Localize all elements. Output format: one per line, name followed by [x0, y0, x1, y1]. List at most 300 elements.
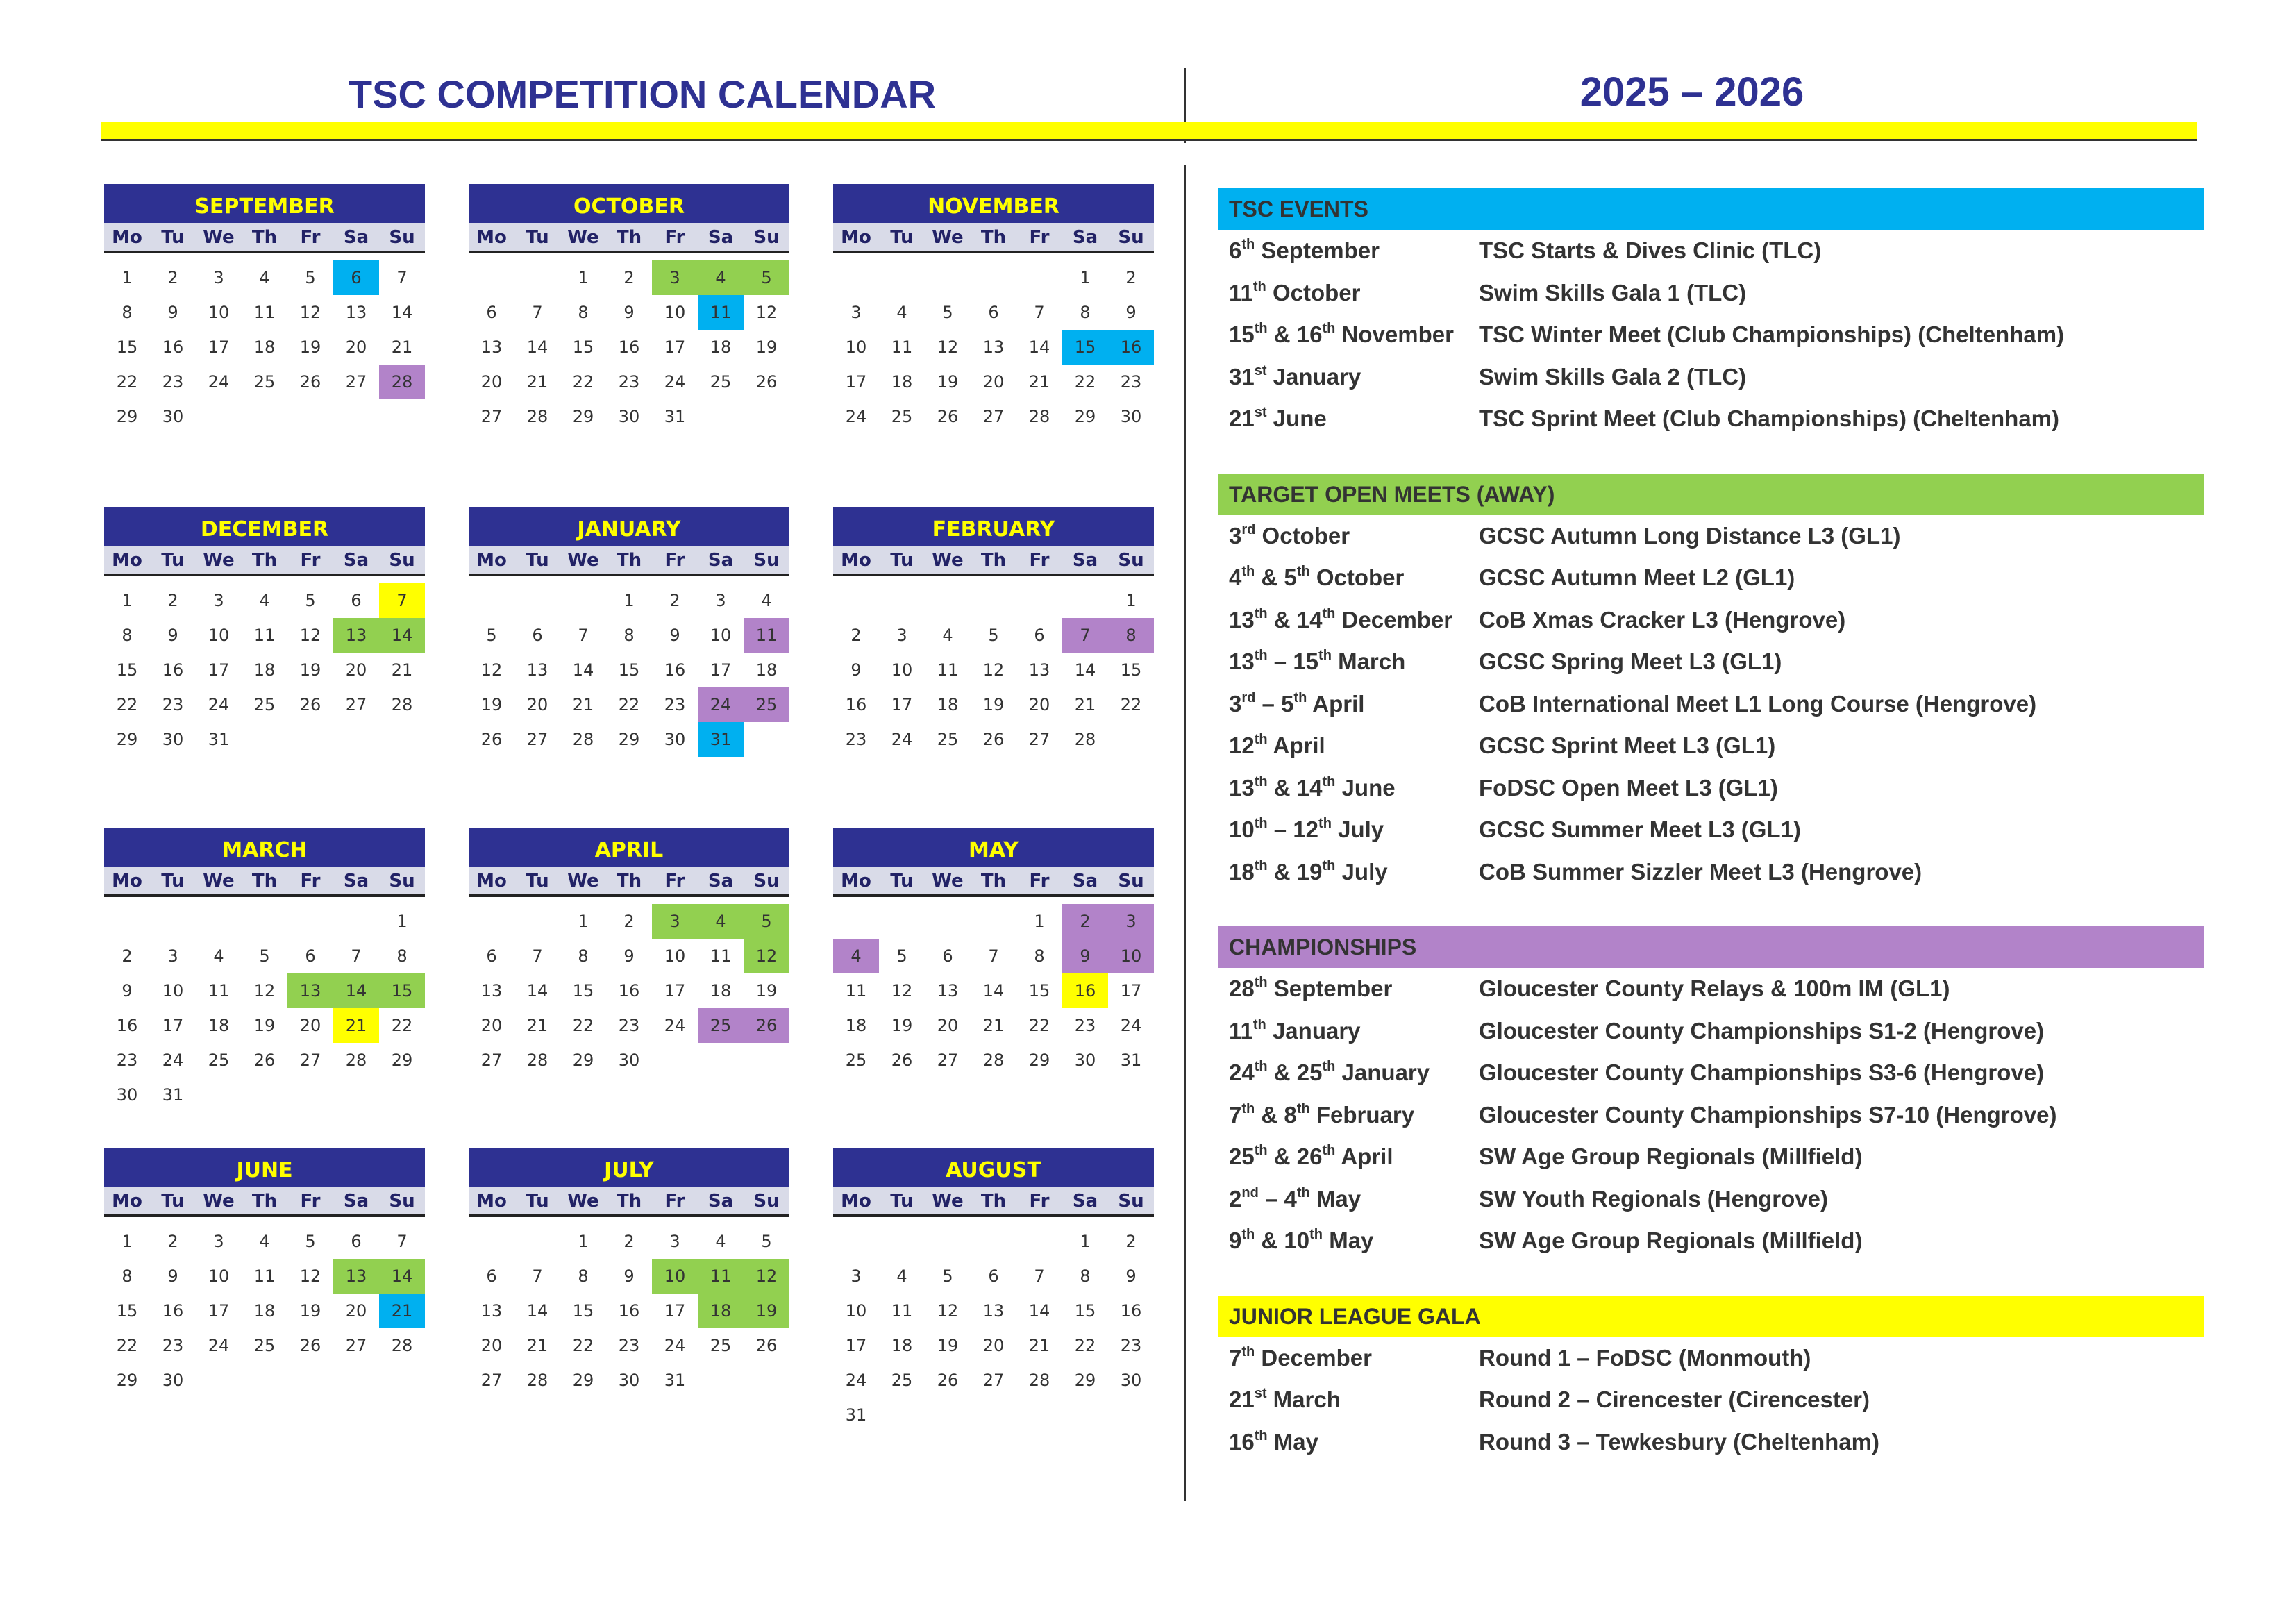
- week-row: [833, 1259, 1154, 1294]
- day-cell: 24: [208, 1336, 230, 1355]
- date-ordinal: th: [1254, 975, 1268, 991]
- event-date: [1218, 1186, 1479, 1212]
- day-cell: 16: [1108, 330, 1154, 365]
- day-cell: 7: [396, 1232, 408, 1251]
- day-cell: 16: [618, 981, 640, 1001]
- weekday-label: Su: [1118, 1191, 1144, 1212]
- weekday-label: Tu: [890, 1191, 914, 1212]
- empty-day-cell: [1108, 1398, 1154, 1432]
- date-text: January: [1266, 1017, 1361, 1044]
- event-name: Gloucester County Championships S3-6 (Hengrove): [1479, 1060, 2045, 1086]
- day-cell: 7: [396, 268, 408, 287]
- empty-day-cell: [333, 904, 379, 939]
- week-row: [469, 1008, 789, 1043]
- day-cell: 13: [937, 981, 959, 1001]
- date-text: January: [1266, 363, 1361, 390]
- day-cell: 19: [299, 1301, 321, 1321]
- week-row: [469, 295, 789, 330]
- empty-day-cell: [287, 1078, 333, 1112]
- week-row: [833, 1398, 1154, 1432]
- day-cell: 19: [755, 337, 778, 357]
- day-cell: 29: [572, 1050, 594, 1070]
- weekday-label: Fr: [300, 550, 321, 571]
- day-cell: 25: [253, 1336, 276, 1355]
- day-cell: 9: [1125, 1266, 1137, 1286]
- date-number: 11: [1229, 1017, 1253, 1044]
- week-row: [469, 1328, 789, 1363]
- event-row: [1218, 683, 2204, 726]
- event-date: [1218, 1345, 1479, 1371]
- day-cell: 5: [942, 303, 953, 322]
- day-cell: 4: [833, 939, 879, 973]
- day-cell: 4: [896, 303, 907, 322]
- day-cell: 6: [1034, 626, 1045, 645]
- date-text: February: [1309, 1101, 1415, 1128]
- day-cell: 3: [850, 1266, 862, 1286]
- weekday-header: [469, 223, 789, 253]
- month-september: [104, 184, 425, 434]
- date-text: July: [1335, 858, 1388, 885]
- day-cell: 14: [526, 1301, 548, 1321]
- date-number: 5: [1284, 564, 1297, 591]
- week-row: [104, 1043, 425, 1078]
- month-march: [104, 828, 425, 1112]
- day-cell: 25: [845, 1050, 867, 1070]
- day-cell: 30: [664, 730, 686, 749]
- month-name: JANUARY: [469, 507, 789, 546]
- day-cell: 9: [623, 303, 635, 322]
- day-cell: 10: [664, 303, 686, 322]
- day-cell: 3: [896, 626, 907, 645]
- date-text: April: [1267, 733, 1325, 759]
- weekday-label: Tu: [890, 227, 914, 248]
- day-cell: 7: [1034, 1266, 1045, 1286]
- day-cell: 29: [116, 730, 138, 749]
- weekday-label: Th: [980, 1191, 1007, 1212]
- date-text: October: [1255, 522, 1350, 549]
- event-row: [1218, 515, 2204, 558]
- month-may: [833, 828, 1154, 1078]
- day-cell: 2: [167, 268, 178, 287]
- day-cell: 3: [715, 591, 726, 610]
- day-cell: 7: [1062, 618, 1108, 653]
- date-ordinal: th: [1296, 1100, 1310, 1116]
- week-row: [833, 330, 1154, 365]
- weekday-label: We: [932, 550, 964, 571]
- weekday-label: Th: [251, 550, 278, 571]
- day-cell: 29: [1074, 1371, 1096, 1390]
- day-cell: 16: [1062, 973, 1108, 1008]
- day-cell: 15: [379, 973, 425, 1008]
- month-name: OCTOBER: [469, 184, 789, 223]
- date-number: 25: [1229, 1144, 1255, 1170]
- empty-day-cell: [879, 583, 925, 618]
- week-row: [469, 1259, 789, 1294]
- date-number: 24: [1229, 1060, 1255, 1086]
- empty-day-cell: [879, 1398, 925, 1432]
- week-row: [833, 1224, 1154, 1259]
- date-ordinal: th: [1241, 237, 1255, 253]
- week-row: [104, 904, 425, 939]
- month-april: [469, 828, 789, 1078]
- weekday-header: [833, 223, 1154, 253]
- day-cell: 25: [710, 1336, 732, 1355]
- day-cell: 22: [572, 1336, 594, 1355]
- day-cell: 21: [572, 695, 594, 714]
- date-number: 8: [1284, 1101, 1297, 1128]
- day-cell: 26: [755, 372, 778, 392]
- weekday-label: Su: [753, 550, 780, 571]
- day-cell: 6: [988, 303, 999, 322]
- week-row: [104, 1078, 425, 1112]
- day-cell: 23: [162, 372, 184, 392]
- date-ordinal: th: [1322, 773, 1336, 789]
- empty-day-cell: [971, 260, 1016, 295]
- day-cell: 26: [299, 372, 321, 392]
- day-cell: 7: [532, 946, 543, 966]
- empty-day-cell: [379, 399, 425, 434]
- date-ordinal: th: [1296, 1184, 1310, 1200]
- weekday-header: [104, 867, 425, 897]
- empty-day-cell: [333, 1363, 379, 1398]
- week-row: [833, 260, 1154, 295]
- empty-day-cell: [196, 904, 242, 939]
- weekday-label: Fr: [1029, 227, 1050, 248]
- weekday-header: [833, 867, 1154, 897]
- day-cell: 1: [578, 1232, 589, 1251]
- date-text: March: [1266, 1387, 1341, 1413]
- week-row: [104, 722, 425, 757]
- week-row: [104, 939, 425, 973]
- empty-day-cell: [242, 399, 287, 434]
- day-cell: 20: [480, 372, 503, 392]
- day-cell: 31: [208, 730, 230, 749]
- event-row: [1218, 1094, 2204, 1137]
- day-cell: 16: [845, 695, 867, 714]
- event-date: [1218, 321, 1479, 348]
- day-cell: 30: [116, 1085, 138, 1105]
- day-cell: 5: [744, 904, 789, 939]
- date-text: &: [1267, 858, 1297, 885]
- empty-day-cell: [196, 399, 242, 434]
- date-ordinal: th: [1322, 605, 1336, 621]
- week-row: [469, 687, 789, 722]
- day-cell: 22: [1074, 1336, 1096, 1355]
- weekday-label: Th: [616, 550, 642, 571]
- day-cell: 28: [526, 1371, 548, 1390]
- date-number: 7: [1229, 1101, 1242, 1128]
- event-date: [1218, 775, 1479, 801]
- day-cell: 9: [121, 981, 133, 1001]
- weekday-label: Tu: [161, 871, 185, 891]
- date-ordinal: th: [1252, 1016, 1266, 1032]
- weekday-label: Sa: [343, 227, 369, 248]
- date-ordinal: th: [1254, 1428, 1268, 1443]
- date-number: 2: [1229, 1185, 1242, 1212]
- weekday-label: Tu: [526, 871, 549, 891]
- day-cell: 19: [937, 1336, 959, 1355]
- date-number: 25: [1296, 1060, 1323, 1086]
- event-name: TSC Winter Meet (Club Championships) (Cheltenham): [1479, 321, 2065, 348]
- empty-day-cell: [469, 1224, 514, 1259]
- date-number: 18: [1229, 858, 1255, 885]
- day-cell: 24: [698, 687, 744, 722]
- empty-day-cell: [925, 583, 971, 618]
- event-date: [1218, 1018, 1479, 1044]
- day-cell: 26: [480, 730, 503, 749]
- day-cell: 29: [116, 1371, 138, 1390]
- date-text: &: [1255, 1228, 1284, 1254]
- empty-day-cell: [1016, 1398, 1062, 1432]
- date-text: &: [1255, 564, 1284, 591]
- day-cell: 14: [1074, 660, 1096, 680]
- day-cell: 19: [299, 660, 321, 680]
- weekday-label: We: [932, 1191, 964, 1212]
- day-cell: 22: [618, 695, 640, 714]
- event-date: [1218, 691, 1479, 717]
- weekday-label: Su: [389, 227, 415, 248]
- date-number: 6: [1229, 237, 1242, 264]
- empty-day-cell: [925, 1398, 971, 1432]
- day-cell: 13: [287, 973, 333, 1008]
- day-cell: 24: [845, 1371, 867, 1390]
- weekday-label: Mo: [841, 550, 871, 571]
- day-cell: 16: [664, 660, 686, 680]
- weekday-label: Mo: [476, 227, 507, 248]
- day-cell: 15: [572, 981, 594, 1001]
- date-ordinal: th: [1241, 1227, 1255, 1243]
- date-text: December: [1335, 606, 1453, 633]
- day-cell: 5: [305, 591, 316, 610]
- day-cell: 29: [572, 407, 594, 426]
- day-cell: 12: [480, 660, 503, 680]
- week-row: [104, 399, 425, 434]
- empty-day-cell: [242, 722, 287, 757]
- empty-day-cell: [925, 260, 971, 295]
- day-cell: 8: [578, 946, 589, 966]
- day-cell: 8: [1080, 1266, 1091, 1286]
- date-text: &: [1267, 1144, 1297, 1170]
- date-text: December: [1255, 1344, 1373, 1371]
- section-header: CHAMPIONSHIPS: [1218, 926, 2204, 968]
- day-cell: 21: [526, 372, 548, 392]
- day-cell: 12: [299, 1266, 321, 1286]
- section-header: TSC EVENTS: [1218, 188, 2204, 230]
- week-row: [833, 295, 1154, 330]
- day-cell: 24: [664, 1336, 686, 1355]
- day-cell: 11: [937, 660, 959, 680]
- empty-day-cell: [287, 399, 333, 434]
- event-name: Gloucester County Relays & 100m IM (GL1): [1479, 976, 1950, 1002]
- date-text: –: [1258, 1185, 1284, 1212]
- event-row: [1218, 1136, 2204, 1178]
- day-cell: 25: [891, 1371, 913, 1390]
- day-cell: 1: [578, 268, 589, 287]
- day-cell: 13: [982, 1301, 1005, 1321]
- day-cell: 29: [618, 730, 640, 749]
- date-text: October: [1266, 279, 1361, 305]
- empty-day-cell: [379, 1078, 425, 1112]
- weekday-label: Th: [980, 227, 1007, 248]
- day-cell: 1: [121, 268, 133, 287]
- day-cell: 12: [744, 939, 789, 973]
- date-text: May: [1323, 1228, 1374, 1254]
- empty-day-cell: [744, 722, 789, 757]
- day-cell: 15: [1062, 330, 1108, 365]
- weekday-header: [104, 546, 425, 576]
- day-cell: 16: [1120, 1301, 1142, 1321]
- date-ordinal: th: [1293, 689, 1307, 705]
- week-row: [833, 399, 1154, 434]
- week-row: [833, 973, 1154, 1008]
- day-cell: 25: [891, 407, 913, 426]
- day-cell: 10: [208, 1266, 230, 1286]
- date-text: –: [1267, 648, 1293, 675]
- event-date: [1218, 364, 1479, 390]
- day-cell: 12: [744, 1259, 789, 1294]
- date-text: April: [1335, 1144, 1393, 1170]
- date-number: 19: [1296, 858, 1323, 885]
- day-cell: 21: [379, 1294, 425, 1328]
- event-row: [1218, 1010, 2204, 1053]
- empty-day-cell: [196, 1363, 242, 1398]
- date-number: 28: [1229, 976, 1255, 1002]
- day-cell: 26: [744, 1008, 789, 1043]
- day-cell: 18: [253, 337, 276, 357]
- day-cell: 12: [253, 981, 276, 1001]
- day-cell: 27: [345, 695, 367, 714]
- day-cell: 27: [345, 372, 367, 392]
- event-row: [1218, 1421, 2204, 1464]
- event-date: [1218, 1144, 1479, 1170]
- day-cell: 1: [121, 1232, 133, 1251]
- day-cell: 5: [896, 946, 907, 966]
- event-row: [1218, 725, 2204, 767]
- day-cell: 17: [664, 337, 686, 357]
- empty-day-cell: [287, 1363, 333, 1398]
- weekday-header: [469, 1187, 789, 1217]
- day-cell: 11: [253, 303, 276, 322]
- week-row: [833, 1008, 1154, 1043]
- day-cell: 23: [664, 695, 686, 714]
- date-number: 16: [1296, 321, 1323, 348]
- weekday-label: We: [932, 227, 964, 248]
- date-text: &: [1267, 774, 1297, 801]
- date-number: 4: [1284, 1185, 1297, 1212]
- day-cell: 2: [1125, 1232, 1137, 1251]
- day-cell: 19: [744, 1294, 789, 1328]
- day-cell: 18: [253, 660, 276, 680]
- day-cell: 27: [345, 1336, 367, 1355]
- month-december: [104, 507, 425, 757]
- date-ordinal: th: [1322, 1059, 1336, 1075]
- weekday-label: Tu: [161, 227, 185, 248]
- day-cell: 12: [982, 660, 1005, 680]
- week-row: [104, 687, 425, 722]
- day-cell: 25: [208, 1050, 230, 1070]
- day-cell: 24: [1120, 1016, 1142, 1035]
- day-cell: 26: [982, 730, 1005, 749]
- date-ordinal: th: [1296, 564, 1310, 580]
- empty-day-cell: [242, 904, 287, 939]
- day-cell: 12: [299, 303, 321, 322]
- day-cell: 13: [1028, 660, 1050, 680]
- week-row: [833, 722, 1154, 757]
- day-cell: 9: [167, 1266, 178, 1286]
- weekday-label: Sa: [1072, 1191, 1098, 1212]
- week-row: [104, 1259, 425, 1294]
- day-cell: 25: [937, 730, 959, 749]
- day-cell: 29: [116, 407, 138, 426]
- day-cell: 4: [761, 591, 772, 610]
- weekday-label: Tu: [890, 871, 914, 891]
- date-number: 14: [1296, 606, 1323, 633]
- day-cell: 12: [891, 981, 913, 1001]
- day-cell: 27: [1028, 730, 1050, 749]
- day-cell: 17: [710, 660, 732, 680]
- event-name: SW Age Group Regionals (Millfield): [1479, 1144, 1863, 1170]
- date-text: May: [1267, 1428, 1318, 1455]
- date-number: 13: [1229, 606, 1255, 633]
- event-row: [1218, 599, 2204, 642]
- day-cell: 17: [891, 695, 913, 714]
- day-cell: 12: [937, 337, 959, 357]
- day-cell: 24: [208, 695, 230, 714]
- day-cell: 18: [253, 1301, 276, 1321]
- day-cell: 7: [351, 946, 362, 966]
- day-cell: 8: [623, 626, 635, 645]
- empty-day-cell: [514, 260, 560, 295]
- day-cell: 4: [259, 268, 270, 287]
- day-cell: 3: [1108, 904, 1154, 939]
- day-cell: 10: [652, 1259, 698, 1294]
- event-date: [1218, 237, 1479, 264]
- event-row: [1218, 641, 2204, 683]
- week-row: [469, 260, 789, 295]
- weekday-label: Su: [389, 1191, 415, 1212]
- day-cell: 19: [299, 337, 321, 357]
- event-row: [1218, 314, 2204, 356]
- day-cell: 18: [755, 660, 778, 680]
- day-cell: 30: [162, 730, 184, 749]
- day-cell: 10: [891, 660, 913, 680]
- empty-day-cell: [333, 722, 379, 757]
- weekday-label: Su: [1118, 227, 1144, 248]
- empty-day-cell: [879, 260, 925, 295]
- weekday-label: Sa: [707, 1191, 734, 1212]
- date-text: &: [1255, 1101, 1284, 1128]
- weekday-label: Su: [753, 871, 780, 891]
- day-cell: 17: [208, 660, 230, 680]
- date-text: September: [1255, 237, 1380, 264]
- date-text: –: [1255, 690, 1282, 717]
- day-cell: 17: [664, 981, 686, 1001]
- day-cell: 15: [572, 1301, 594, 1321]
- day-cell: 2: [623, 912, 635, 931]
- day-cell: 22: [572, 1016, 594, 1035]
- week-row: [833, 687, 1154, 722]
- weekday-label: Sa: [1072, 871, 1098, 891]
- day-cell: 15: [116, 660, 138, 680]
- month-january: [469, 507, 789, 757]
- weekday-label: We: [567, 227, 599, 248]
- date-number: 15: [1293, 648, 1319, 675]
- day-cell: 3: [213, 1232, 224, 1251]
- week-row: [833, 939, 1154, 973]
- event-name: GCSC Autumn Long Distance L3 (GL1): [1479, 522, 1901, 549]
- event-date: [1218, 1060, 1479, 1086]
- day-cell: 30: [1074, 1050, 1096, 1070]
